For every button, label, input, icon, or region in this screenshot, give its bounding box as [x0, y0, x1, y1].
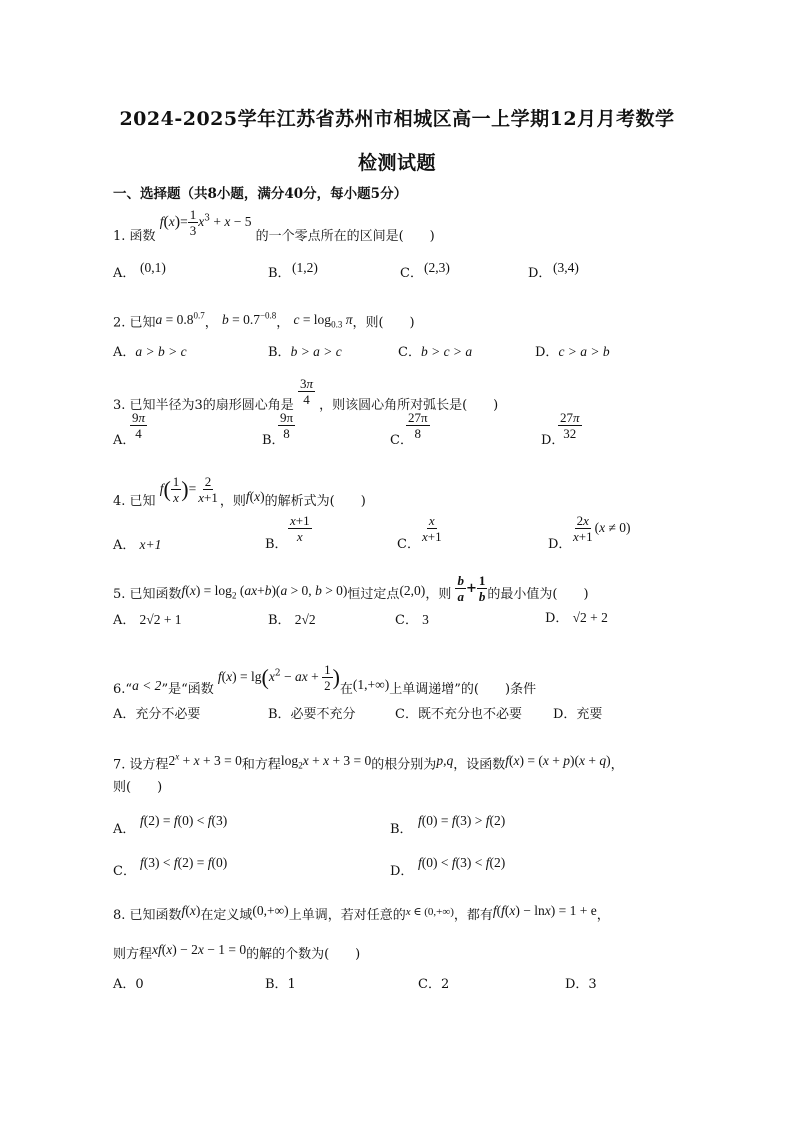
q2-option-a: A．a > b > c	[113, 344, 187, 360]
q7-then: 则( )	[113, 780, 163, 795]
question-4: 4. 已知 f( $\frac{1}{x}$ )= $\frac{2}{x+1}$ ，则f(x)的解析式为( )	[113, 474, 366, 509]
q3-option-c-value: $\frac{27\pi}{8}$	[408, 410, 428, 441]
q5-option-a: A． 2√2 + 1	[113, 612, 182, 628]
page-title: 2024-2025学年江苏省苏州市相城区高一上学期12月月考数学	[119, 108, 675, 130]
q4-option-c-value: $\frac{x}{x+1}$	[422, 513, 442, 544]
q3-option-a-value: $\frac{9\pi}{4}$	[132, 410, 146, 441]
question-8: 8. 已知函数f(x)在定义域(0,+∞)上单调，若对任意的$^{x \in (0,+\infty)}$，都有f(f(x) − lnx) = 1 + e，	[113, 903, 610, 923]
question-1	[113, 207, 435, 252]
page-subtitle: 检测试题	[357, 152, 436, 174]
q2-option-c: C．b > c > a	[398, 344, 473, 360]
question-5: 5. 已知函数$f(x) = \log_2 (ax+b)(a > 0$, b > 0)恒过定点(2,0)，则 $\frac{b}{a}$ + $\frac{1}{b}$ 的最小值为( )	[113, 573, 589, 604]
q1-tail: 的一个零点所在的区间是( )	[255, 229, 435, 244]
q8-option-d: D．3	[565, 977, 597, 992]
q4-option-b: B．	[265, 537, 288, 552]
q3-option-a: A．	[113, 433, 136, 448]
q4-option-d: D．	[548, 537, 572, 552]
q8-option-a: A．0	[113, 977, 144, 992]
q6-option-b: B．必要不充分	[268, 707, 356, 722]
q4-option-c: C．	[397, 537, 420, 552]
section-heading: 一、选择题（共8小题，满分40分，每小题5分）	[113, 186, 408, 202]
q1-option-d: D．	[528, 266, 552, 281]
q1-formula: f(x)= $\frac{1}{3}$ $x^3 + x - 5$	[159, 207, 252, 238]
q6-option-d: D．充要	[553, 707, 603, 722]
q2-option-d: D．c > a > b	[535, 344, 610, 360]
q3-option-c: C．	[390, 433, 413, 448]
q3-option-d-value: $\frac{27\pi}{32}$	[560, 410, 580, 441]
q2-option-b: B．b > a > c	[268, 344, 342, 360]
question-7: 7. 设方程$2^x + x + 3 = 0$和方程$\log_2x + x + 3 = 0$的根分别为p,q，设函数f(x) = (x + p)(x + q)，	[113, 751, 624, 773]
q6-option-c: C．既不充分也不必要	[395, 707, 522, 722]
q1-option-b-value: (1,2)	[292, 260, 318, 275]
q7-option-a: A．	[113, 822, 136, 837]
q1-option-c: C．	[400, 266, 423, 281]
q1-option-c-value: (2,3)	[424, 260, 450, 275]
q8-option-b: B．1	[265, 977, 296, 992]
q1-label: 1. 函数	[113, 229, 156, 244]
q7-option-b-value: f(0) = f(3) > f(2)	[418, 813, 506, 828]
question-3: 3. 已知半径为3的扇形圆心角是 $\frac{3\pi}{4}$ ，则该圆心角所对弧长是( )	[113, 376, 499, 413]
q1-option-b: B．	[268, 266, 291, 281]
q7-option-a-value: f(2) = f(0) < f(3)	[140, 813, 228, 828]
q7-option-d-value: f(0) < f(3) < f(2)	[418, 855, 506, 870]
q8-option-c: C．2	[418, 977, 450, 992]
q3-option-b-value: $\frac{9\pi}{8}$	[280, 410, 294, 441]
q7-option-c-value: f(3) < f(2) = f(0)	[140, 855, 228, 870]
q3-option-b: B．	[262, 433, 285, 448]
q1-option-a-value: (0,1)	[140, 260, 166, 275]
q5-option-c: C． 3	[395, 612, 429, 628]
q4-option-d-value: $\frac{2x}{x+1}$ (x ≠ 0)	[573, 513, 631, 544]
q4-option-b-value: $\frac{x+1}{x}$	[290, 513, 310, 544]
q6-option-a: A．充分不必要	[113, 707, 201, 722]
q7-option-c: C．	[113, 864, 136, 879]
q5-option-d: D． √2 + 2	[545, 610, 608, 626]
q3-option-d: D．	[541, 433, 565, 448]
q7-option-d: D．	[390, 864, 414, 879]
q1-option-a: A．	[113, 266, 136, 281]
q5-option-b: B． 2√2	[268, 612, 316, 628]
q1-option-d-value: (3,4)	[553, 260, 579, 275]
question-6: 6.“a < 2”是“函数 $f(x) = \lg(x^2$ − ax + $\frac{1}{2}$ )在(1,+∞)上单调递增”的( )条件	[113, 662, 537, 697]
question-2: 2. 已知$a = 0.8^{0.7}$， $b = 0.7^{-0.8}$， $c = \log_{0.3} \pi$，则( )	[113, 310, 415, 331]
q8-line2: 则方程xf(x) − 2x − 1 = 0的解的个数为( )	[113, 942, 361, 962]
q4-option-a: A． x+1	[113, 537, 162, 553]
q7-option-b: B．	[390, 822, 413, 837]
